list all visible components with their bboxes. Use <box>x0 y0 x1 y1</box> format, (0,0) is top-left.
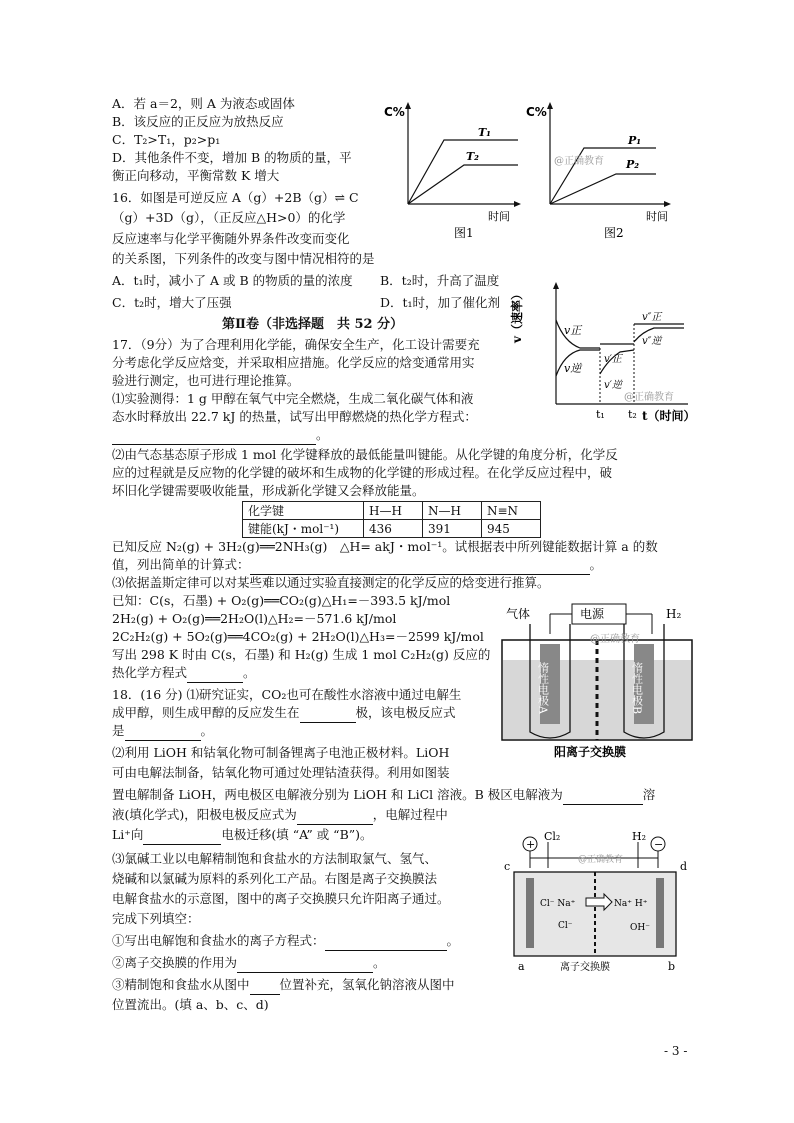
q15-option-c: C．T₂>T₁，p₂>p₁ <box>112 132 221 147</box>
fig3-ylabel: v（速率） <box>510 288 524 343</box>
fig2-curve1: P₁ <box>628 134 642 147</box>
q17-line-1: 17．（9分）为了合理利用化学能，确保安全生产，化工设计需要充 <box>112 337 480 352</box>
q18-line-15: ③精制饱和食盐水从图中 位置补充，氢氧化钠溶液从图中 <box>112 976 455 995</box>
fig3-watermark: @正确教育 <box>624 392 674 403</box>
fig5-h2: H₂ <box>632 830 647 843</box>
q17-line-5: 态水时释放出 22.7 kJ 的热量，试写出甲醇燃烧的热化学方程式： <box>112 409 477 424</box>
q17b-line-7: 写出 298 K 时由 C(s，石墨) 和 H₂(g) 生成 1 mol C₂H₂(g) 反应的 <box>112 647 491 662</box>
q18-line-10: 烧碱和以氯碱为原料的系列化工产品。右图是离子交换膜法 <box>112 871 438 886</box>
fig5-b: b <box>668 960 676 973</box>
q18-line-4: ⑵利用 LiOH 和钴氧化物可制备锂离子电池正极材料。LiOH <box>112 745 450 760</box>
table-row: 键能(kJ・mol⁻¹) 436 391 945 <box>243 520 541 538</box>
q16-stem-3: 反应速率与化学平衡随外界条件改变而变化 <box>112 231 350 246</box>
fig1-xlabel: 时间 <box>488 210 510 223</box>
fig3-v-fwd: v正 <box>564 324 582 337</box>
fig1-curve2: T₂ <box>466 150 480 163</box>
q16-option-d: D．t₁时，加了催化剂 <box>380 295 501 310</box>
q18-line-8: Li⁺向 电极迁移(填 “A” 或 “B”)。 <box>112 826 373 845</box>
fig2-xlabel: 时间 <box>646 210 668 223</box>
q17-answer-1: 。 <box>112 426 329 445</box>
q18-line-11: 电解食盐水的示意图，图中的离子交换膜只允许阳离子通过。 <box>112 891 450 906</box>
q16-option-c: C．t₂时，增大了压强 <box>112 295 232 310</box>
q18-line-14: ②离子交换膜的作用为 。 <box>112 954 386 973</box>
fig1-ylabel: C% <box>384 105 405 119</box>
q18-line-16: 位置流出。(填 a、b、c、d) <box>112 997 269 1012</box>
fig3-xlabel: t（时间） <box>642 409 696 423</box>
fig5-c: c <box>504 860 511 873</box>
page-number: - 3 - <box>664 1044 688 1058</box>
svg-text:−: − <box>654 838 664 851</box>
fig3-v-rev2: v′逆 <box>604 380 622 391</box>
fig5-membrane: 离子交换膜 <box>560 962 610 973</box>
fig1-caption: 图1 <box>454 226 474 240</box>
section-2-title: 第Ⅱ卷（非选择题 共 52 分） <box>222 317 404 332</box>
q17b-line-1: 已知反应 N₂(g) + 3H₂(g)══2NH₃(g) △H= akJ・mol⁻¹。试根据表中所列键能数据计算 a 的数 <box>112 539 658 554</box>
figure-4-electrolysis <box>492 600 702 760</box>
q17b-line-8: 热化学方程式 。 <box>112 664 256 683</box>
q18-line-7: 液(填化学式)，阳极电极反应式为 ，电解过程中 <box>112 806 448 825</box>
fig4-electrode-a: 惰性电极A <box>536 662 550 714</box>
fig5-d: d <box>680 860 688 873</box>
q17-line-4: ⑴实验测得：1 g 甲醇在氧气中完全燃烧，生成二氧化碳气体和液 <box>112 391 474 406</box>
q16-option-a: A．t₁时，减小了 A 或 B 的物质的量的浓度 <box>112 273 353 288</box>
fig4-membrane: 阳离子交换膜 <box>554 745 627 759</box>
q18-line-9: ⑶氯碱工业以电解精制饱和食盐水的方法制取氯气、氢气、 <box>112 851 438 866</box>
q17-line-2: 分考虑化学反应焓变，并采取相应措施。化学反应的焓变通常用实 <box>112 355 475 370</box>
q16-option-b: B．t₂时，升高了温度 <box>380 273 500 288</box>
fig5-a: a <box>518 960 525 973</box>
fig4-power: 电源 <box>580 607 605 621</box>
q15-option-a: A．若 a＝2，则 A 为液态或固体 <box>112 96 295 111</box>
fig3-v-fwd3: v″正 <box>642 312 662 323</box>
table-row: 化学键 H—H N—H N≡N <box>243 502 541 520</box>
q16-stem-1: 16．如图是可逆反应 A（g）+2B（g）⇌ C <box>112 190 359 205</box>
q17b-line-2: 值，列出简单的计算式： 。 <box>112 556 602 575</box>
q17-line-3: 验进行测定，也可进行理论推算。 <box>112 373 300 388</box>
fig2-caption: 图2 <box>604 226 624 240</box>
q18-line-3: 是 。 <box>112 722 213 741</box>
figure-5-chlor-alkali <box>500 828 690 974</box>
q18-line-13: ①写出电解饱和食盐水的离子方程式： 。 <box>112 932 459 951</box>
q18-line-12: 完成下列填空： <box>112 911 200 926</box>
q18-line-6: 置电解制备 LiOH，两电极区电解液分别为 LiOH 和 LiCl 溶液。B 极区电解液为 溶 <box>112 786 655 805</box>
q17b-line-3: ⑶依据盖斯定律可以对某些难以通过实验直接测定的化学反应的焓变进行推算。 <box>112 575 550 590</box>
q15-option-b: B．该反应的正反应为放热反应 <box>112 114 284 129</box>
q18-line-2: 成甲醇，则生成甲醇的反应发生在 极，该电极反应式 <box>112 704 456 723</box>
fig2-curve2: P₂ <box>626 158 640 171</box>
fig3-v-rev: v逆 <box>564 362 582 375</box>
fig5-oh: OH⁻ <box>630 923 650 933</box>
figure-2 <box>524 100 674 245</box>
figure-3-rate <box>510 280 696 425</box>
q18-line-5: 可由电解法制备，钴氧化物可通过处理钴渣获得。利用如图装 <box>112 765 450 780</box>
fig3-v-fwd2: v′正 <box>604 354 622 365</box>
fig2-ylabel: C% <box>526 105 547 119</box>
fig1-curve1: T₁ <box>478 126 492 139</box>
q17b-eq-3: 2C₂H₂(g) + 5O₂(g)══4CO₂(g) + 2H₂O(l)△H₃=－2599 kJ/mol <box>112 629 484 644</box>
fig3-t1: t₁ <box>596 408 605 421</box>
q17b-eq-1: 已知：C(s，石墨) + O₂(g)══CO₂(g)△H₁=－393.5 kJ/mol <box>112 593 451 608</box>
fig5-watermark: @正确教育 <box>578 855 624 865</box>
q17-line-6: ⑵由气态基态原子形成 1 mol 化学键释放的最低能量叫键能。从化学键的角度分析，化学反 <box>112 447 618 462</box>
q17b-eq-2: 2H₂(g) + O₂(g)══2H₂O(l)△H₂=－571.6 kJ/mol <box>112 611 397 626</box>
fig5-left-ions: Cl⁻ Na⁺ <box>540 899 576 909</box>
q15-option-d: D．其他条件不变，增加 B 的物质的量，平 <box>112 150 352 165</box>
fig5-cl: Cl⁻ <box>558 921 573 931</box>
fig5-right-ions: Na⁺ H⁺ <box>614 899 648 909</box>
fig4-electrode-b: 惰性电极B <box>630 662 644 715</box>
figure-1 <box>382 100 522 245</box>
q16-stem-4: 的关系图，下列条件的改变与图中情况相符的是 <box>112 251 375 266</box>
svg-text:+: + <box>526 838 536 851</box>
fig4-gas: 气体 <box>506 607 531 621</box>
fig3-v-rev3: v″逆 <box>642 336 662 347</box>
fig2-watermark: @正确教育 <box>554 156 604 167</box>
q17-line-8: 坏旧化学键需要吸收能量，形成新化学键又会释放能量。 <box>112 483 425 498</box>
q18-line-1: 18．(16 分) ⑴研究证实，CO₂也可在酸性水溶液中通过电解生 <box>112 687 462 702</box>
fig3-t2: t₂ <box>628 408 637 421</box>
q16-stem-2: （g）+3D（g），（正反应△H>0）的化学 <box>112 210 346 225</box>
q17-line-7: 应的过程就是反应物的化学键的破坏和生成物的化学键的形成过程。在化学反应过程中，破 <box>112 465 613 480</box>
fig5-cl2: Cl₂ <box>544 830 561 843</box>
bond-energy-table <box>242 501 541 538</box>
fig4-h2: H₂ <box>666 607 682 621</box>
q15-option-d-cont: 衡正向移动，平衡常数 K 增大 <box>112 168 280 183</box>
fig4-watermark: @正确教育 <box>590 634 640 645</box>
